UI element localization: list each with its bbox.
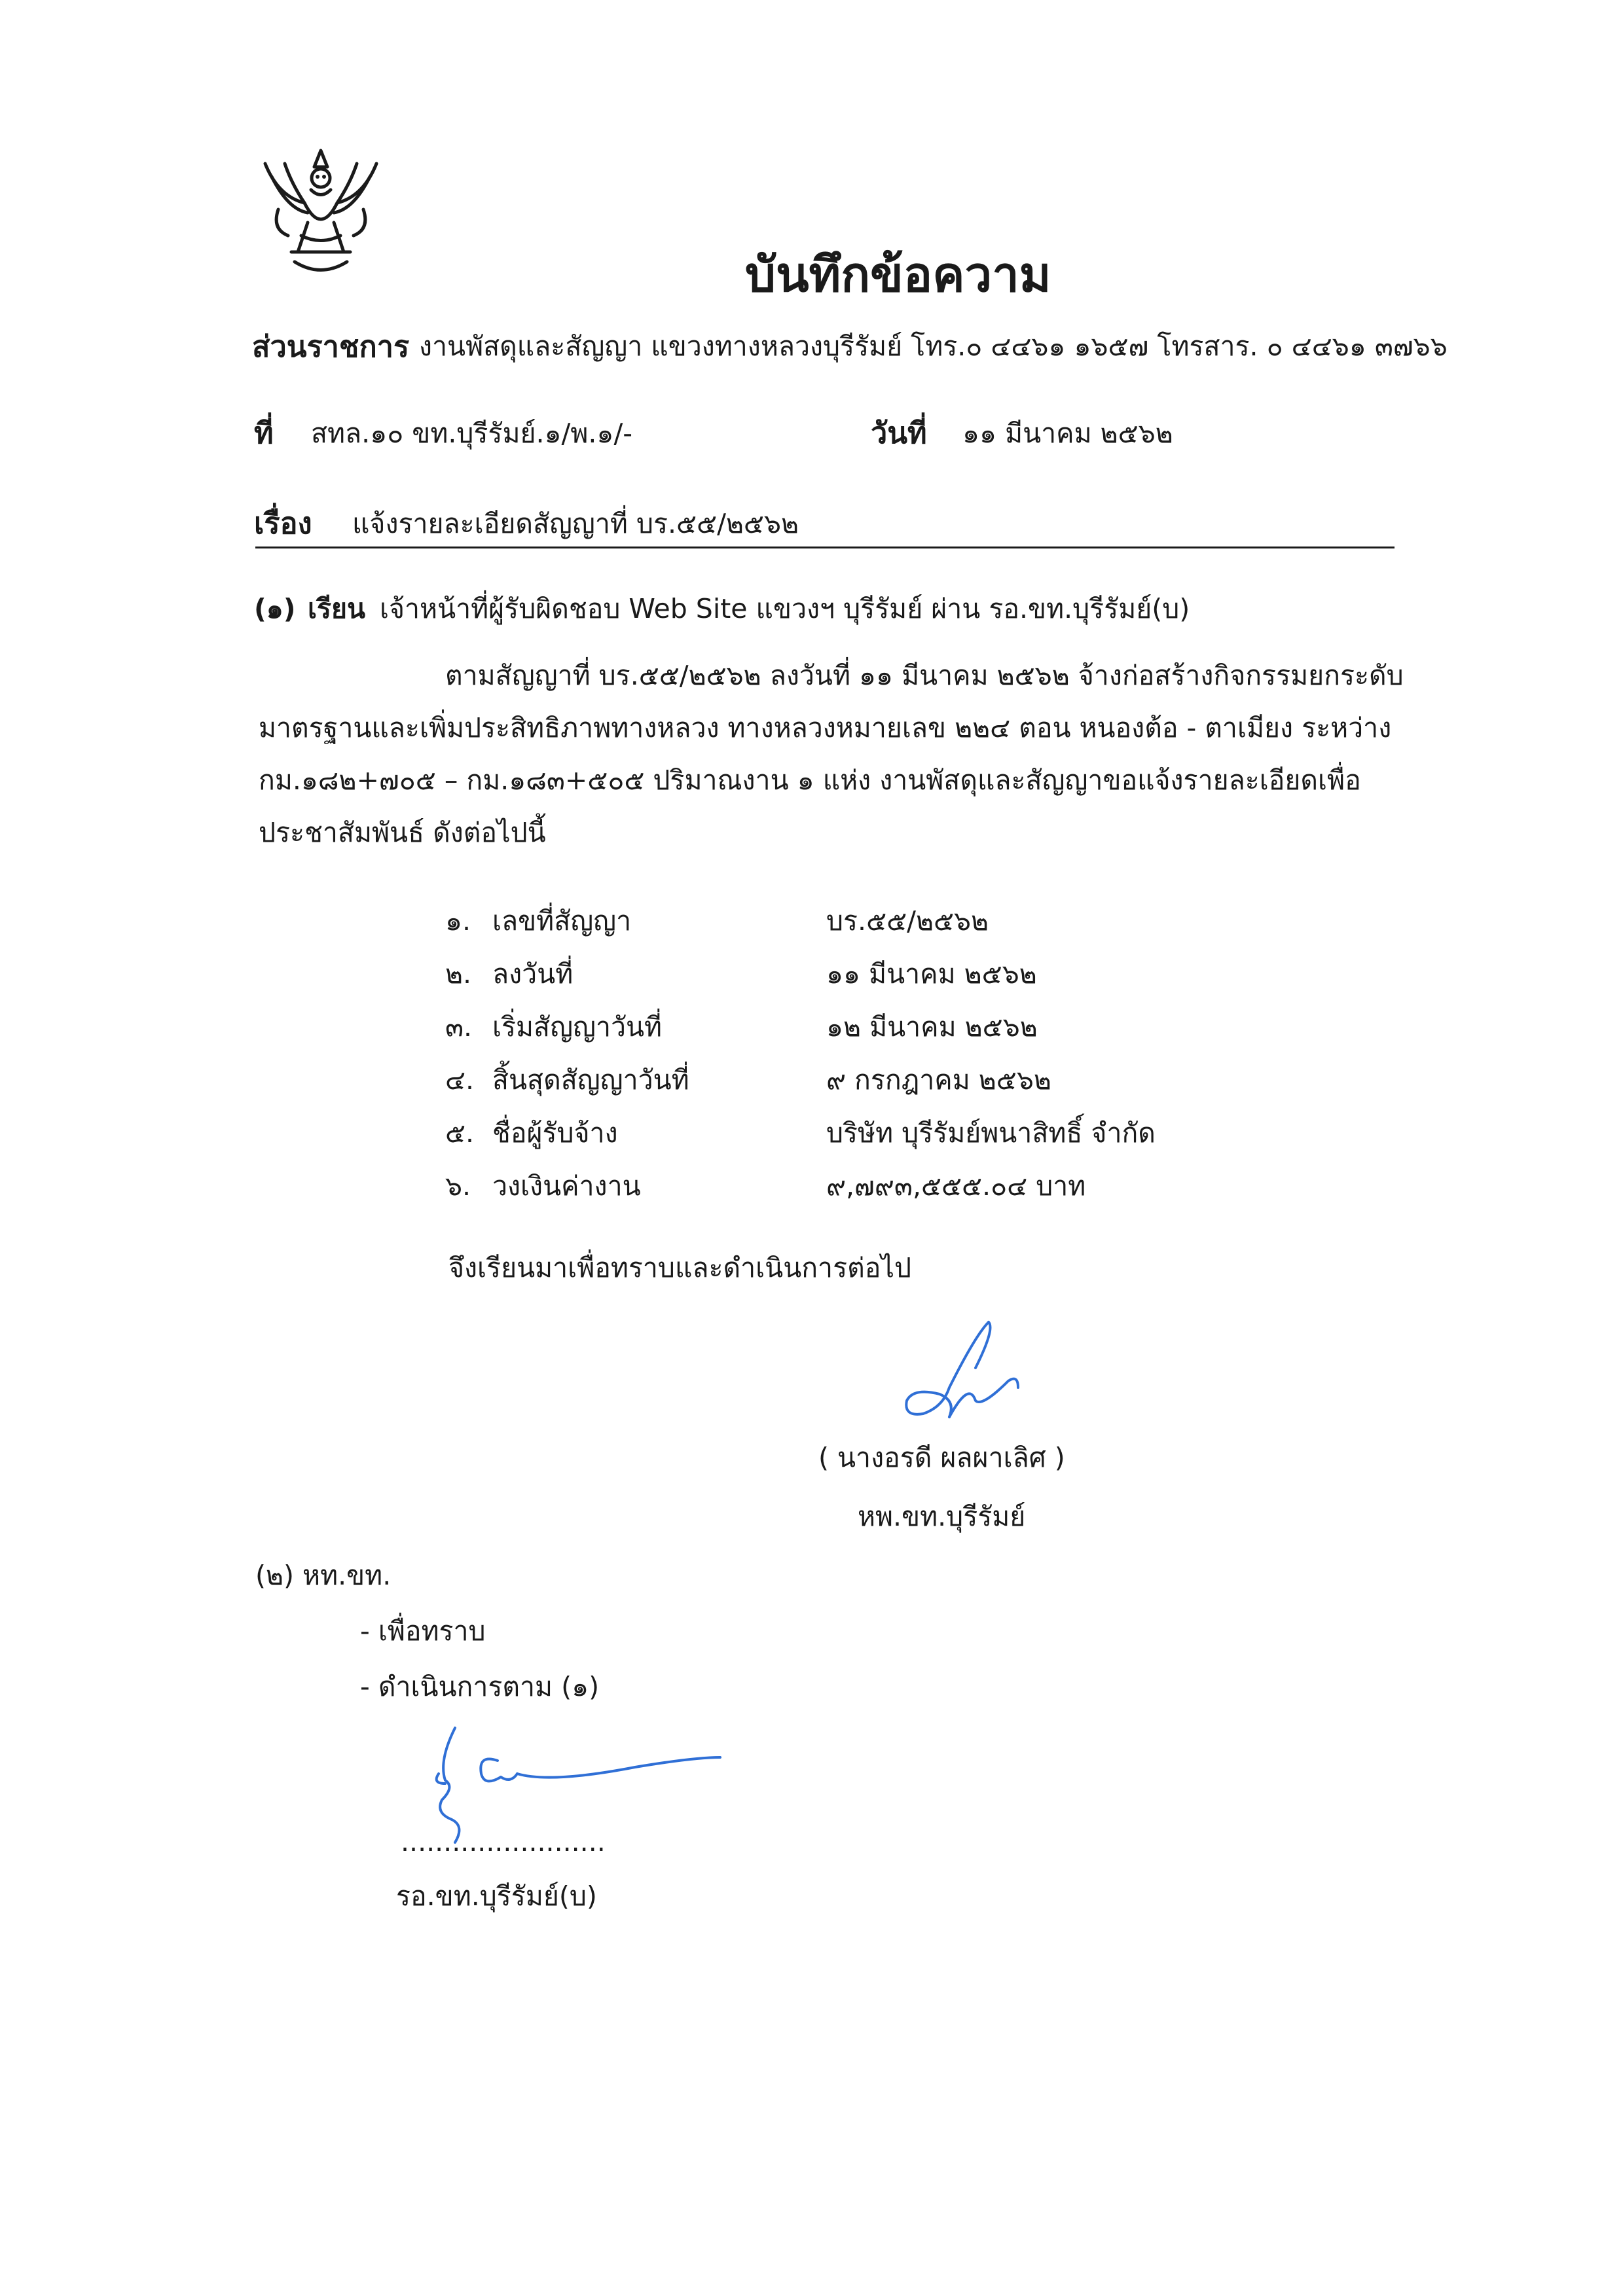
ref-label: ที่ (254, 416, 274, 450)
date-label: วันที่ (871, 416, 927, 450)
detail-value: ๑๒ มีนาคม ๒๕๖๒ (826, 1011, 1038, 1043)
date-value: ๑๑ มีนาคม ๒๕๖๒ (962, 418, 1173, 449)
agency-label: ส่วนราชการ (252, 329, 410, 364)
recipient-number: (๑) (254, 593, 296, 624)
detail-label: ลงวันที่ (492, 958, 574, 990)
forward-position: รอ.ขท.บุรีรัมย์(บ) (396, 1880, 597, 1912)
body-line: กม.๑๘๒+๗๐๕ – กม.๑๘๓+๕๐๕ ปริมาณงาน ๑ แห่ง งานพัสดุและสัญญาขอแจ้งรายละเอียดเพื่อ (259, 764, 1361, 796)
garuda-emblem (252, 137, 390, 288)
detail-label: สิ้นสุดสัญญาวันที่ (492, 1064, 689, 1096)
detail-number: ๒. (445, 958, 472, 990)
detail-value: ๑๑ มีนาคม ๒๕๖๒ (826, 958, 1037, 990)
detail-value: ๙,๗๙๓,๕๕๕.๐๔ บาท (826, 1170, 1086, 1202)
ref-value: สทล.๑๐ ขท.บุรีรัมย์.๑/พ.๑/- (311, 418, 633, 449)
detail-number: ๑. (445, 905, 471, 937)
detail-label: ชื่อผู้รับจ้าง (492, 1117, 618, 1149)
body-line: ประชาสัมพันธ์ ดังต่อไปนี้ (259, 817, 546, 848)
forward-header: (๒) หท.ขท. (255, 1560, 392, 1591)
detail-number: ๔. (445, 1064, 475, 1096)
header-divider (255, 547, 1395, 548)
agency-value: งานพัสดุและสัญญา แขวงทางหลวงบุรีรัมย์ โทร.๐ ๔๔๖๑ ๑๖๕๗ โทรสาร. ๐ ๔๔๖๑ ๓๗๖๖ (419, 331, 1448, 362)
closing-line: จึงเรียนมาเพื่อทราบและดำเนินการต่อไป (448, 1252, 911, 1283)
signature-dots: ........................ (401, 1826, 606, 1857)
recipient-label: เรียน (308, 593, 366, 624)
detail-number: ๕. (445, 1117, 475, 1149)
recipient-value: เจ้าหน้าที่ผู้รับผิดชอบ Web Site แขวงฯ บุรีรัมย์ ผ่าน รอ.ขท.บุรีรัมย์(บ) (380, 593, 1190, 624)
detail-label: เริ่มสัญญาวันที่ (492, 1011, 663, 1043)
body-line: ตามสัญญาที่ บร.๕๕/๒๕๖๒ ลงวันที่ ๑๑ มีนาคม ๒๕๖๒ จ้างก่อสร้างกิจกรรมยกระดับ (445, 660, 1404, 691)
subject-value: แจ้งรายละเอียดสัญญาที่ บร.๕๕/๒๕๖๒ (352, 508, 799, 539)
detail-number: ๖. (445, 1170, 471, 1202)
forward-item: - เพื่อทราบ (360, 1615, 486, 1647)
detail-number: ๓. (445, 1011, 473, 1043)
detail-value: บร.๕๕/๒๕๖๒ (826, 905, 989, 937)
detail-value: บริษัท บุรีรัมย์พนาสิทธิ์ จำกัด (826, 1117, 1156, 1149)
detail-value: ๙ กรกฎาคม ๒๕๖๒ (826, 1064, 1051, 1096)
detail-label: เลขที่สัญญา (492, 905, 632, 937)
body-line: มาตรฐานและเพิ่มประสิทธิภาพทางหลวง ทางหลวงหมายเลข ๒๒๔ ตอน หนองต้อ - ตาเมียง ระหว่าง (259, 712, 1392, 744)
subject-label: เรื่อง (254, 506, 312, 541)
detail-label: วงเงินค่างาน (492, 1170, 641, 1202)
forward-item: - ดำเนินการตาม (๑) (360, 1671, 600, 1702)
memo-title: บันทึกข้อความ (745, 247, 1051, 303)
signature-1 (877, 1309, 1034, 1433)
signer-position: หพ.ขท.บุรีรัมย์ (858, 1501, 1026, 1532)
signer-name: ( นางอรดี ผลผาเลิศ ) (818, 1442, 1065, 1473)
